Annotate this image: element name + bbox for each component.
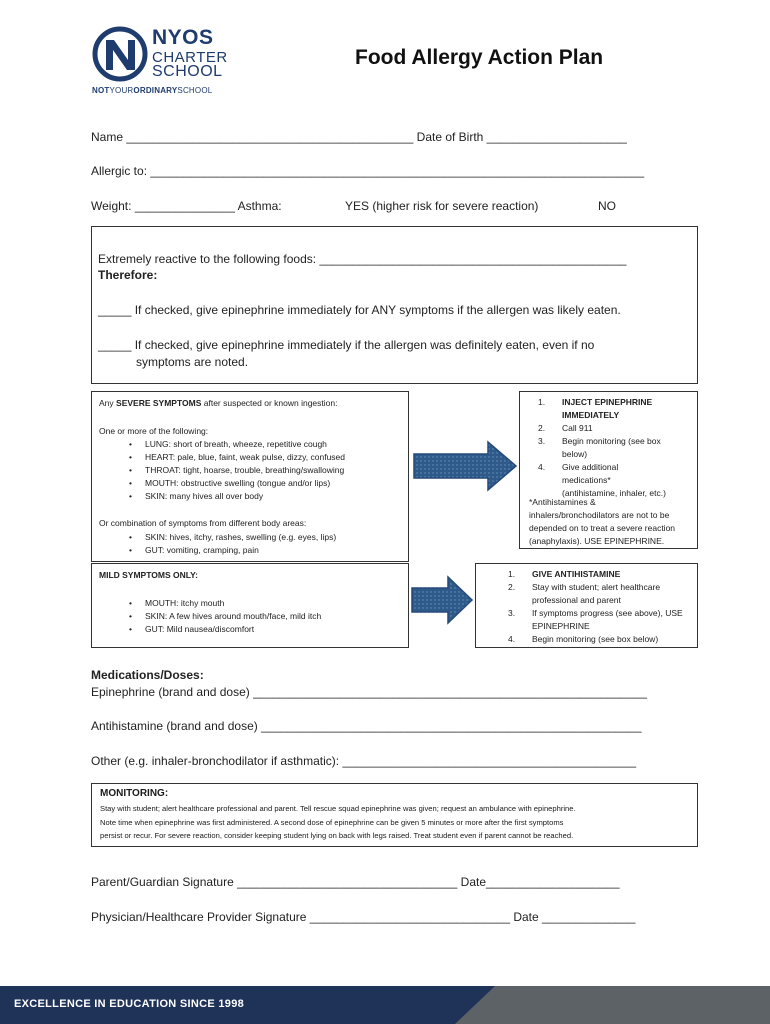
list-item: • MOUTH: itchy mouth — [99, 597, 399, 610]
mild-title: MILD SYMPTOMS ONLY: — [99, 570, 199, 580]
arrow-right-icon — [412, 440, 518, 492]
reactive-foods-field[interactable]: Extremely reactive to the following foods: ______________________________________________ — [98, 252, 627, 266]
antihistamine-step-4: 4. Begin monitoring (see box below) — [508, 634, 659, 644]
school-logo-icon — [92, 26, 148, 82]
combination-list — [99, 531, 399, 557]
list-item: • THROAT: tight, hoarse, trouble, breathing/swallowing — [99, 464, 399, 477]
weight-asthma-field[interactable]: Weight: _______________ Asthma: — [91, 199, 282, 213]
inject-step-1: 1. INJECT EPINEPHRINE IMMEDIATELY — [538, 397, 653, 420]
list-item: • LUNG: short of breath, wheeze, repetitive cough — [99, 438, 399, 451]
list-item: • SKIN: A few hives around mouth/face, mild itch — [99, 610, 399, 623]
monitoring-heading: MONITORING: — [100, 788, 169, 799]
logo-charter: CHARTER — [152, 49, 228, 66]
logo-tagline: NOTYOURORDINARYSCHOOL — [92, 86, 213, 95]
severe-symptoms-box — [91, 391, 409, 562]
parent-signature-field[interactable]: Parent/Guardian Signature _________________________________ Date____________________ — [91, 875, 620, 889]
physician-signature-field[interactable]: Physician/Healthcare Provider Signature ______________________________ Date ______________ — [91, 910, 636, 924]
allergic-to-field[interactable]: Allergic to: __________________________________________________________________________ — [91, 164, 645, 178]
antihistamine-step-3: 3. If symptoms progress (see above), USE EPINEPHRINE — [508, 608, 683, 631]
other-medication-field[interactable]: Other (e.g. inhaler-bronchodilator if asthmatic): ____________________________________________ — [91, 754, 637, 768]
antihistamine-step-2: 2. Stay with student; alert healthcare professional and parent — [508, 582, 661, 605]
epinephrine-dose-field[interactable]: Epinephrine (brand and dose) ___________________________________________________________ — [91, 685, 647, 699]
logo-name: NYOS — [152, 26, 214, 49]
one-or-more-label: One or more of the following: — [99, 426, 209, 436]
severe-intro: Any SEVERE SYMPTOMS after suspected or known ingestion: — [99, 398, 338, 408]
list-item: • MOUTH: obstructive swelling (tongue and/or lips) — [99, 477, 399, 490]
therefore-label: Therefore: — [98, 268, 158, 282]
page-title: Food Allergy Action Plan — [355, 46, 604, 69]
antihistamine-steps — [490, 568, 695, 646]
definitely-eaten-option[interactable]: _____ If checked, give epinephrine immediately if the allergen was definitely eaten, even if no — [98, 338, 595, 352]
list-item: • GUT: vomiting, cramping, pain — [99, 544, 399, 557]
inject-steps — [520, 396, 695, 500]
definitely-eaten-continued: symptoms are noted. — [136, 355, 249, 369]
inject-step-4: 4. Give additional medications* (antihistamine, inhaler, etc.) — [538, 462, 666, 498]
inject-step-3: 3. Begin monitoring (see box below) — [538, 436, 661, 459]
list-item: • GUT: Mild nausea/discomfort — [99, 623, 399, 636]
monitoring-text: Stay with student; alert healthcare professional and parent. Tell rescue squad epinephrine was given; request an ambulance with epinephrine. Note time when epinephrine was first administered. A second dose of epinephrine can be given 5 minutes or more after the first symptoms persist or recur. For severe reaction, consider keeping student lying on back with legs raised. Treat student even if parent cannot be reached. — [100, 804, 576, 840]
arrow-right-icon — [410, 575, 474, 625]
severe-list — [99, 438, 399, 503]
give-antihistamine-box — [475, 563, 698, 648]
combination-label: Or combination of symptoms from different body areas: — [99, 518, 307, 528]
inject-epinephrine-box — [519, 391, 698, 549]
mild-list — [99, 597, 399, 636]
inject-step-2: 2. Call 911 — [538, 423, 593, 433]
footer-accent — [455, 986, 770, 1024]
medications-heading: Medications/Doses: — [91, 668, 204, 682]
name-dob-field[interactable]: Name ___________________________________________ Date of Birth _____________________ — [91, 130, 627, 144]
monitoring-box — [91, 783, 698, 847]
mild-symptoms-box — [91, 563, 409, 648]
reactive-foods-box — [91, 226, 698, 384]
antihistamine-step-1: 1. GIVE ANTIHISTAMINE — [508, 569, 621, 579]
antihistamine-dose-field[interactable]: Antihistamine (brand and dose) _________________________________________________________ — [91, 719, 642, 733]
antihistamine-note: *Antihistamines & inhalers/bronchodilators are not to be depended on to treat a severe reaction (anaphylaxis). USE EPINEPHRINE. — [529, 497, 676, 546]
list-item: • HEART: pale, blue, faint, weak pulse, dizzy, confused — [99, 451, 399, 464]
asthma-yes-option[interactable]: YES (higher risk for severe reaction) — [345, 199, 539, 213]
footer-tagline: EXCELLENCE IN EDUCATION SINCE 1998 — [14, 998, 245, 1010]
list-item: • SKIN: many hives all over body — [99, 490, 399, 503]
logo-school: SCHOOL — [152, 63, 223, 80]
any-symptoms-option[interactable]: _____ If checked, give epinephrine immediately for ANY symptoms if the allergen was likely eaten. — [98, 303, 621, 317]
list-item: • SKIN: hives, itchy, rashes, swelling (e.g. eyes, lips) — [99, 531, 399, 544]
asthma-no-option[interactable]: NO — [598, 199, 616, 213]
